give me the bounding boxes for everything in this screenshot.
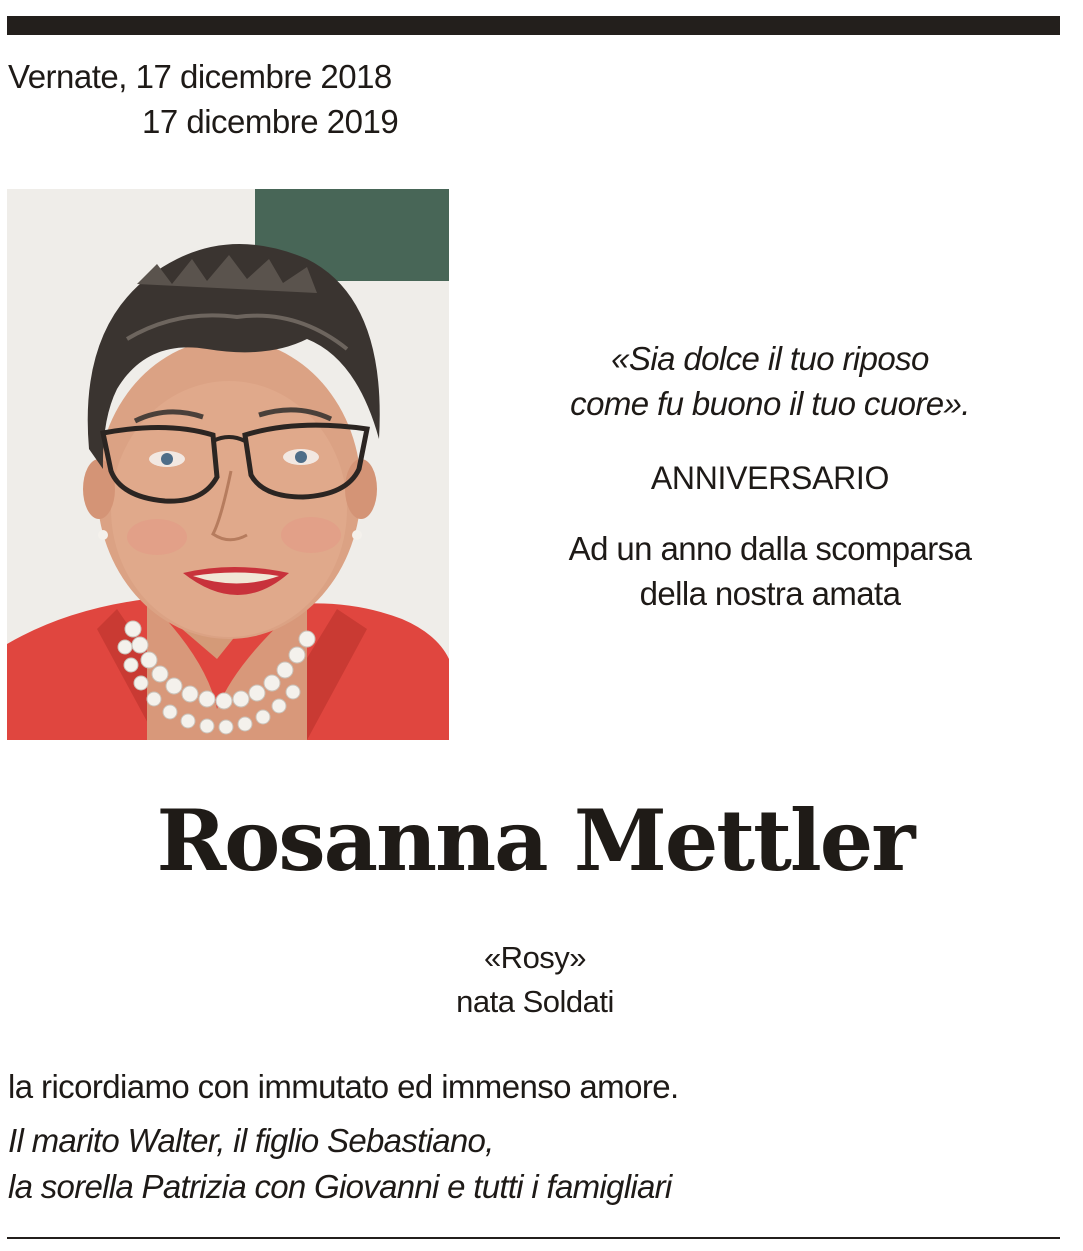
- date-end: 17 dicembre 2019: [142, 103, 399, 140]
- portrait-photo: [7, 189, 449, 740]
- deceased-name: Rosanna Mettler: [156, 791, 914, 890]
- notice-type: ANNIVERSARIO: [650, 460, 890, 496]
- nickname-block: [0, 936, 1070, 1024]
- maiden-name: nata Soldati: [456, 984, 614, 1019]
- portrait-illustration: [7, 189, 449, 740]
- intro-line-1: Ad un anno dalla scomparsa: [568, 530, 972, 567]
- intro-text: [470, 526, 1070, 616]
- intro-line-2: della nostra amata: [639, 575, 901, 612]
- place-and-dates: [8, 54, 398, 144]
- memory-message: la ricordiamo con immutato ed immenso amore.: [8, 1068, 679, 1105]
- nickname: «Rosy»: [483, 940, 587, 975]
- family-line-1: Il marito Walter, il figlio Sebastiano,: [8, 1122, 494, 1159]
- quote-line-2: come fu buono il tuo cuore».: [570, 385, 970, 422]
- family-line-2: la sorella Patrizia con Giovanni e tutti i famigliari: [8, 1168, 672, 1205]
- quote-line-1: «Sia dolce il tuo riposo: [611, 340, 929, 377]
- top-rule: [7, 16, 1060, 35]
- memorial-quote: [470, 336, 1070, 426]
- place-date-start: Vernate, 17 dicembre 2018: [8, 58, 392, 95]
- bottom-rule: [7, 1237, 1060, 1239]
- family-signature: [8, 1118, 672, 1210]
